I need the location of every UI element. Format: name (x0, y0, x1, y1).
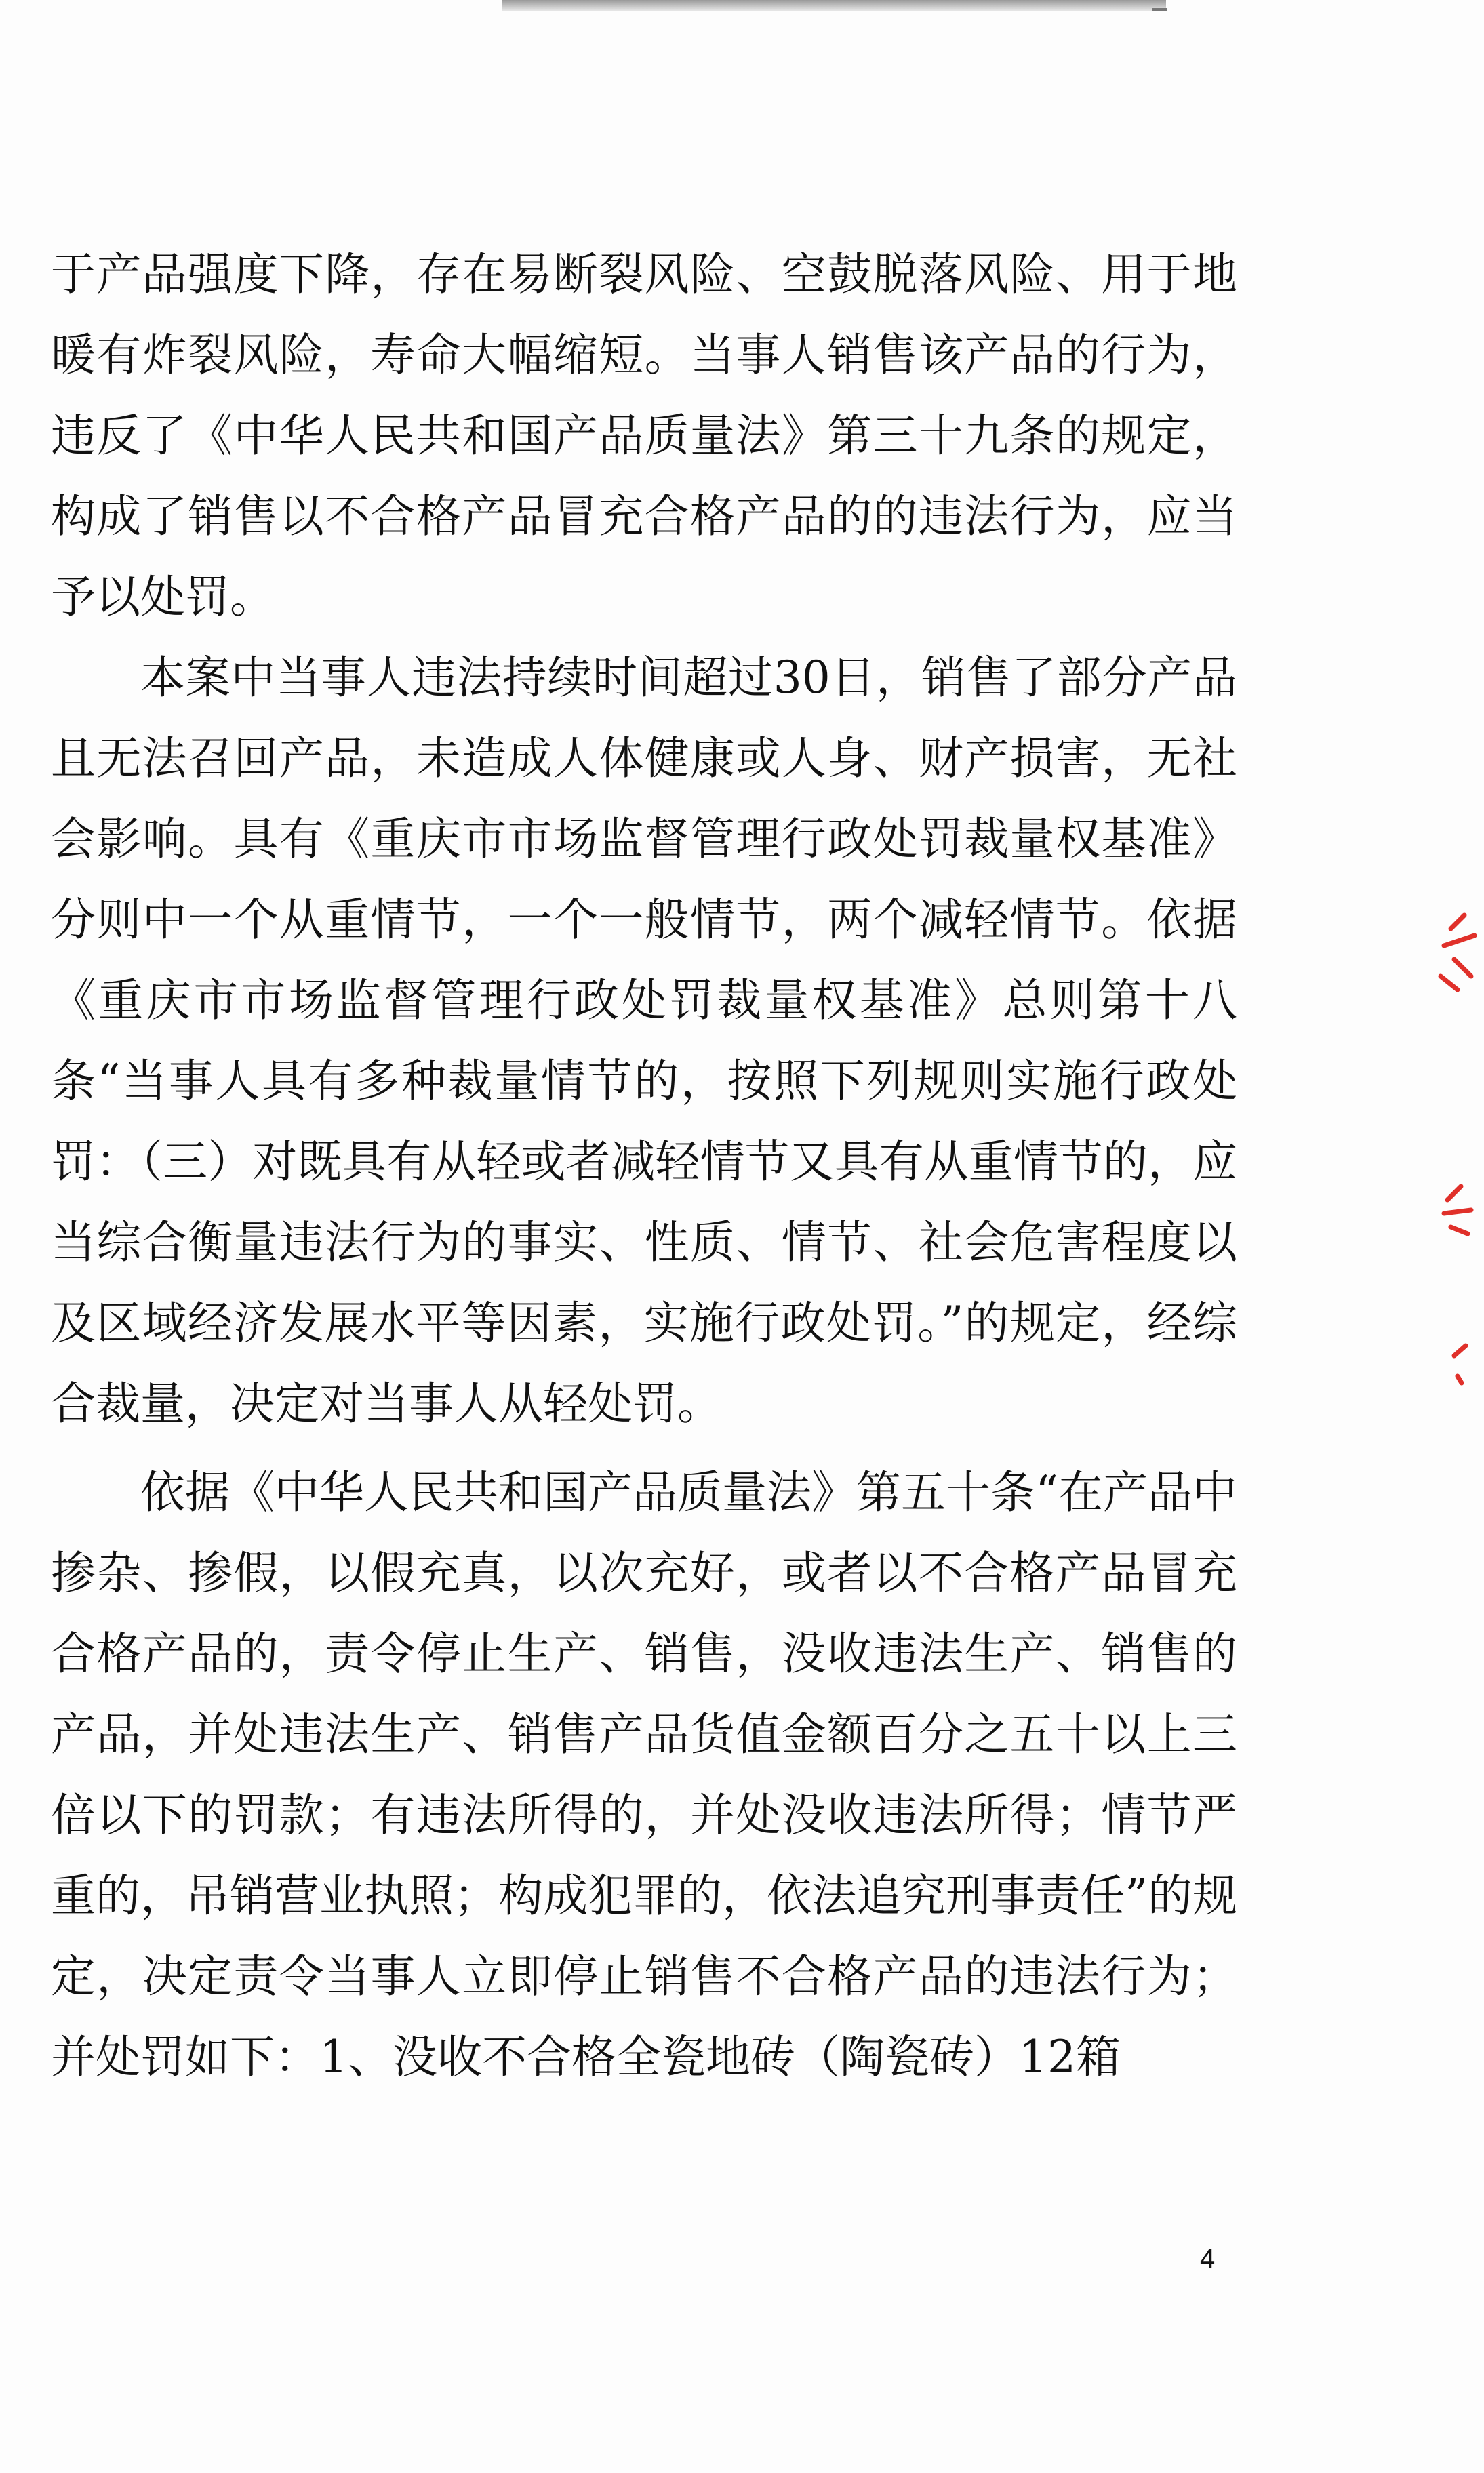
seal-stroke-marks (1441, 915, 1475, 1383)
paragraph-1: 于产品强度下降，存在易断裂风险、空鼓脱落风险、用于地暖有炸裂风险，寿命大幅缩短。当事人销售该产品的行为，违反了《中华人民共和国产品质量法》第三十九条的规定，构成了销售以不合格产品冒充合格产品的的违法行为，应当予以处罚。 (51, 248, 1237, 623)
page-number: 4 (1200, 2244, 1216, 2274)
scan-mark (1152, 8, 1167, 11)
red-seal-fragment (1424, 908, 1484, 1437)
scan-edge-shadow (502, 0, 1166, 11)
paragraph-2: 本案中当事人违法持续时间超过30日，销售了部分产品且无法召回产品，未造成人体健康或人身、财产损害，无社会影响。具有《重庆市市场监督管理行政处罚裁量权基准》分则中一个从重情节，一个一般情节，两个减轻情节。依据《重庆市市场监督管理行政处罚裁量权基准》总则第十八条“当事人具有多种裁量情节的，按照下列规则实施行政处罚：（三）对既具有从轻或者减轻情节又具有从重情节的，应当综合衡量违法行为的事实、性质、情节、社会危害程度以及区域经济发展水平等因素，实施行政处罚。”的规定，经综合裁量，决定对当事人从轻处罚。 (51, 651, 1237, 1430)
document-body (51, 234, 1237, 2097)
paragraph-3: 依据《中华人民共和国产品质量法》第五十条“在产品中掺杂、掺假，以假充真，以次充好，或者以不合格产品冒充合格产品的，责令停止生产、销售，没收违法生产、销售的产品，并处违法生产、销售产品货值金额百分之五十以上三倍以下的罚款；有违法所得的，并处没收违法所得；情节严重的，吊销营业执照；构成犯罪的，依法追究刑事责任”的规定，决定责令当事人立即停止销售不合格产品的违法行为；并处罚如下：1、没收不合格全瓷地砖（陶瓷砖）12箱 (51, 1466, 1237, 2083)
